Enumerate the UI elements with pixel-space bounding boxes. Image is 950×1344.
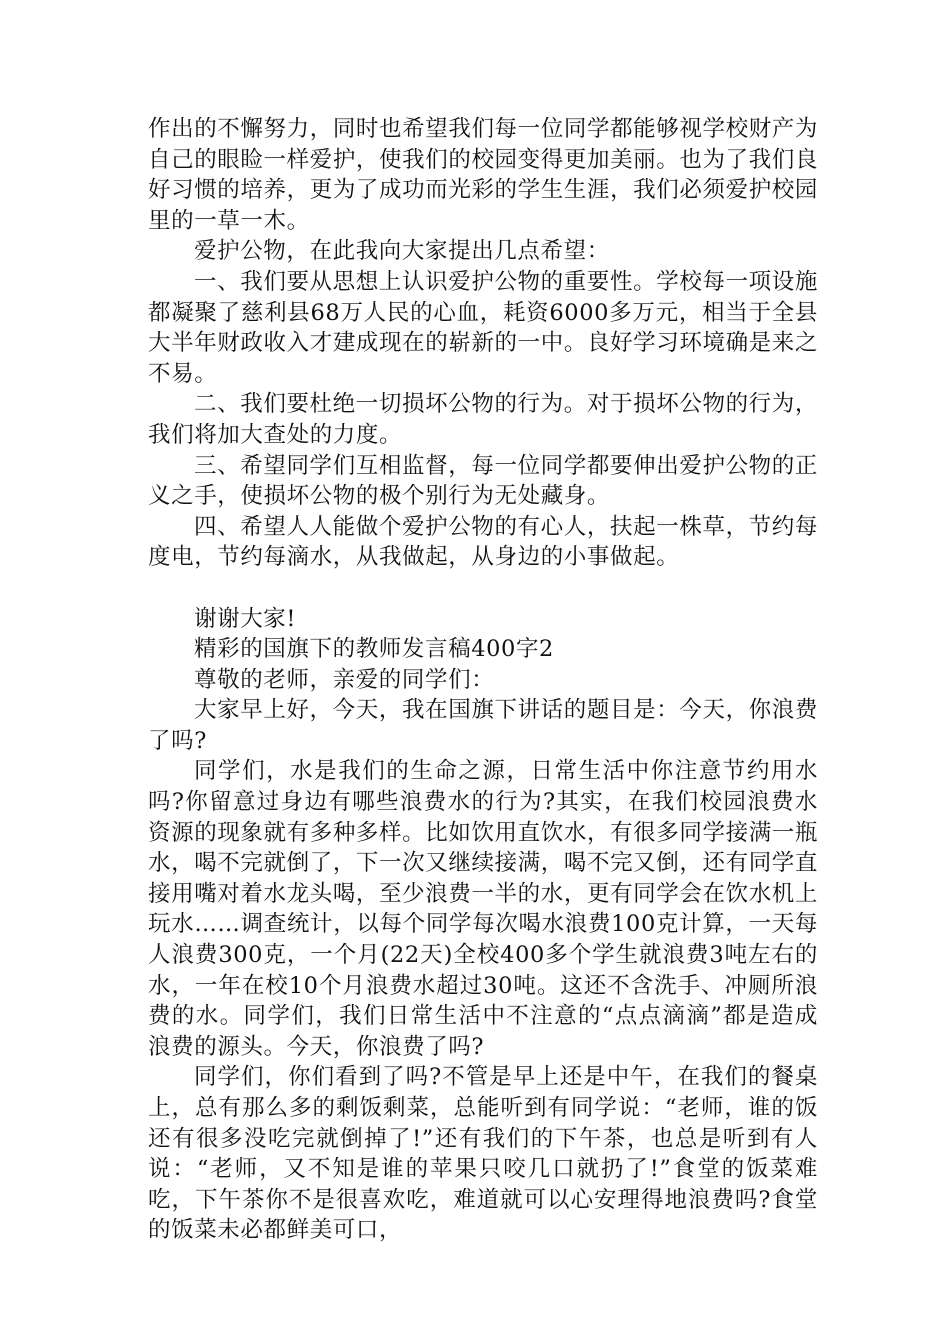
paragraph-greeting: 大家早上好，今天，我在国旗下讲话的题目是：今天，你浪费了吗?	[148, 697, 818, 754]
paragraph-salutation: 尊敬的老师，亲爱的同学们：	[194, 666, 495, 693]
paragraph-water: 同学们，水是我们的生命之源，日常生活中你注意节约用水吗?你留意过身边有哪些浪费水的行为?其实，在我们校园浪费水资源的现象就有多种多样。比如饮用直饮水，有很多同学接满一瓶水，喝不完就倒了，下一次又继续接满，喝不完又倒，还有同学直接用嘴对着水龙头喝，至少浪费一半的水，更有同学会在饮水机上玩水……调查统计，以每个同学每次喝水浪费100克计算，一天每人浪费300克，一个月(22天)全校400多个学生就浪费3吨左右的水，一年在校10个月浪费水超过30吨。这还不含洗手、冲厕所浪费的水。同学们，我们日常生活中不注意的“点点滴滴”都是造成浪费的源头。今天，你浪费了吗?	[148, 758, 818, 1060]
paragraph-point-four: 四、希望人人能做个爱护公物的有心人，扶起一株草，节约每度电，节约每滴水，从我做起，从身边的小事做起。	[148, 513, 818, 571]
paragraph-point-one: 一、我们要从思想上认识爱护公物的重要性。学校每一项设施都凝聚了慈利县68万人民的心血，耗资6000多万元，相当于全县大半年财政收入才建成现在的崭新的一中。良好学习环境确是来之不易。	[148, 268, 818, 387]
paragraph-thanks: 谢谢大家!	[194, 605, 297, 632]
paragraph-spacer	[148, 573, 818, 604]
section-heading: 精彩的国旗下的教师发言稿400字2	[194, 636, 554, 663]
paragraph-point-two: 二、我们要杜绝一切损坏公物的行为。对于损坏公物的行为，我们将加大查处的力度。	[148, 391, 818, 448]
paragraph-hopes-intro: 爱护公物，在此我向大家提出几点希望：	[194, 238, 610, 265]
paragraph-continuation: 作出的不懈努力，同时也希望我们每一位同学都能够视学校财产为自己的眼睑一样爱护，使我们的校园变得更加美丽。也为了我们良好习惯的培养，更为了成功而光彩的学生生涯，我们必须爱护校园里的一草一木。	[148, 116, 818, 234]
paragraph-food: 同学们，你们看到了吗?不管是早上还是中午，在我们的餐桌上，总有那么多的剩饭剩菜，总能听到有同学说：“老师，谁的饭还有很多没吃完就倒掉了!”还有我们的下午茶，也总是听到有人说：“老师，又不知是谁的苹果只咬几口就扔了!”食堂的饭菜难吃，下午茶你不是很喜欢吃，难道就可以心安理得地浪费吗?食堂的饭菜未必都鲜美可口，	[148, 1064, 818, 1244]
document-page	[148, 114, 818, 1246]
paragraph-point-three: 三、希望同学们互相监督，每一位同学都要伸出爱护公物的正义之手，使损坏公物的极个别行为无处藏身。	[148, 452, 818, 510]
